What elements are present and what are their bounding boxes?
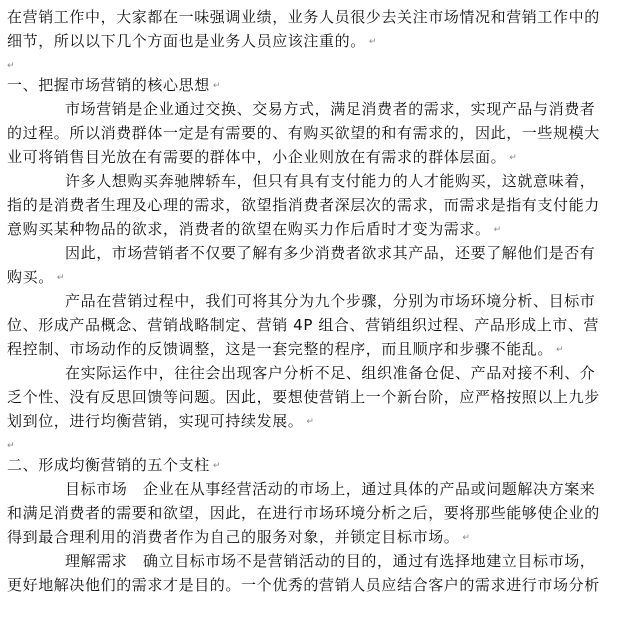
text-line bbox=[7, 217, 633, 241]
line-text: 购买。 bbox=[7, 268, 54, 286]
line-text: 在营销工作中，大家都在一味强调业绩，业务人员很少去关注市场情况和营销工作中的 bbox=[7, 8, 600, 26]
paragraph-mark-icon: ↵ bbox=[509, 153, 518, 163]
text-line bbox=[7, 337, 633, 361]
text-line bbox=[7, 453, 633, 477]
text-line bbox=[7, 265, 633, 289]
line-text: 程控制、市场动作的反馈调整，这是一套完整的程序，而且顺序和步骤不能乱。 bbox=[7, 340, 554, 358]
text-line bbox=[7, 5, 633, 29]
paragraph-mark-icon: ↵ bbox=[7, 441, 16, 451]
text-line bbox=[7, 241, 633, 265]
text-line bbox=[7, 385, 633, 409]
text-line bbox=[7, 145, 633, 169]
text-line bbox=[7, 289, 633, 313]
paragraph-mark-icon: ↵ bbox=[56, 273, 65, 283]
empty-line bbox=[7, 53, 633, 73]
text-line bbox=[7, 193, 633, 217]
line-text: 因此，市场营销者不仅要了解有多少消费者欲求其产品，还要了解他们是否有 bbox=[65, 244, 596, 262]
text-line bbox=[7, 573, 633, 597]
paragraph-mark-icon: ↵ bbox=[212, 461, 221, 471]
line-text: 和满足消费者的需要和欲望，因此，在进行市场环境分析之后，要将那些能够使企业的 bbox=[7, 504, 600, 522]
line-text: 产品在营销过程中，我们可将其分为九个步骤，分别为市场环境分析、目标市 bbox=[65, 292, 596, 310]
line-text: 的过程。所以消费群体一定是有需要的、有购买欲望的和有需求的，因此，一些规模大 bbox=[7, 124, 600, 142]
paragraph-mark-icon: ↵ bbox=[306, 417, 315, 427]
line-text: 位、形成产品概念、营销战略制定、营销 4P 组合、营销组织过程、产品形成上市、营 bbox=[7, 316, 600, 334]
text-line bbox=[7, 477, 633, 501]
line-text: 指的是消费者生理及心理的需求，欲望指消费者深层次的需求，而需求是指有支付能力 bbox=[7, 196, 600, 214]
line-text: 更好地解决他们的需求才是目的。一个优秀的营销人员应结合客户的需求进行市场分析 bbox=[7, 576, 600, 594]
line-text: 意购买某种物品的欲求，消费者的欲望在购买力作后盾时才变为需求。 bbox=[7, 220, 491, 238]
paragraph-mark-icon: ↵ bbox=[7, 61, 16, 71]
text-line bbox=[7, 409, 633, 433]
paragraph-mark-icon: ↵ bbox=[368, 37, 377, 47]
text-line bbox=[7, 501, 633, 525]
text-line bbox=[7, 121, 633, 145]
line-text: 划到位，进行均衡营销，实现可持续发展。 bbox=[7, 412, 304, 430]
line-text: 市场营销是企业通过交换、交易方式，满足消费者的需求，实现产品与消费者 bbox=[65, 100, 596, 118]
line-text: 许多人想购买奔驰牌轿车，但只有具有支付能力的人才能购买，这就意味着， bbox=[65, 172, 596, 190]
text-line bbox=[7, 169, 633, 193]
line-text: 二、形成均衡营销的五个支柱 bbox=[7, 456, 210, 474]
text-line bbox=[7, 549, 633, 573]
text-line bbox=[7, 29, 633, 53]
text-line bbox=[7, 361, 633, 385]
line-text: 一、把握市场营销的核心思想 bbox=[7, 76, 210, 94]
paragraph-mark-icon: ↵ bbox=[462, 533, 471, 543]
text-line bbox=[7, 97, 633, 121]
paragraph-mark-icon: ↵ bbox=[556, 345, 565, 355]
line-text: 细节，所以以下几个方面也是业务人员应该注重的。 bbox=[7, 32, 366, 50]
paragraph-mark-icon: ↵ bbox=[212, 81, 221, 91]
line-text: 乏个性、没有反思回馈等问题。因此，要想使营销上一个新台阶，应严格按照以上九步 bbox=[7, 388, 600, 406]
line-text: 理解需求 确立目标市场不是营销活动的目的，通过有选择地建立目标市场， bbox=[65, 552, 596, 570]
empty-line bbox=[7, 433, 633, 453]
line-text: 目标市场 企业在从事经营活动的市场上，通过具体的产品或问题解决方案来 bbox=[65, 480, 596, 498]
paragraph-mark-icon: ↵ bbox=[493, 225, 502, 235]
line-text: 得到最合理利用的消费者作为自己的服务对象，并锁定目标市场。 bbox=[7, 528, 460, 546]
text-line bbox=[7, 73, 633, 97]
line-text: 业可将销售目光放在有需要的群体中，小企业则放在有需求的群体层面。 bbox=[7, 148, 507, 166]
text-line bbox=[7, 525, 633, 549]
document-body[interactable] bbox=[7, 5, 633, 597]
line-text: 在实际运作中，往往会出现客户分析不足、组织准备仓促、产品对接不利、介 bbox=[65, 364, 596, 382]
text-line bbox=[7, 313, 633, 337]
